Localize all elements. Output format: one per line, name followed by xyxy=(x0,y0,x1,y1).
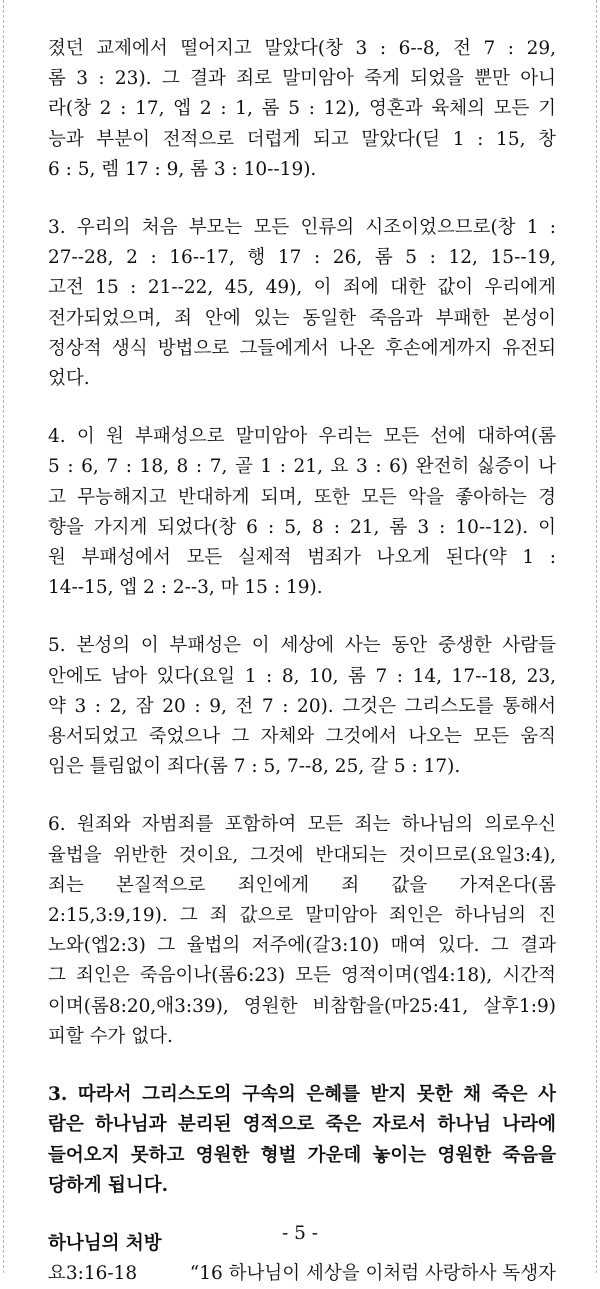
text-line: 고 무능해지고 반대하게 되며, 또한 모든 악을 좋아하는 경 xyxy=(48,486,556,508)
text-line: 당하게 됩니다. xyxy=(48,1174,169,1196)
text-line: 롬 3 : 23). 그 결과 죄로 말미암아 죽게 되었을 뿐만 아니 xyxy=(48,68,556,90)
text-line: 율법을 위반한 것이요, 그것에 반대되는 것이므로(요일3:4), xyxy=(48,844,556,866)
paragraph-point-3 xyxy=(48,213,556,394)
text-line: 노와(엡2:3) 그 율법의 저주에(갈3:10) 매여 있다. 그 결과 xyxy=(48,935,556,957)
page-body xyxy=(48,34,556,1289)
verse-text: “16 하나님이 세상을 이처럼 사랑하사 독생자 xyxy=(189,1263,556,1285)
text-line: 죄는 본질적으로 죄인에게 죄 값을 가져온다(롬 xyxy=(48,874,556,896)
left-dashed-border xyxy=(3,0,4,1273)
text-line: 피할 수가 없다. xyxy=(48,1025,173,1047)
text-line: 들어오지 못하고 영원한 형벌 가운데 놓이는 영원한 죽음을 xyxy=(48,1144,556,1166)
text-line: 4. 이 원 부패성으로 말미암아 우리는 모든 선에 대하여(롬 xyxy=(48,426,556,448)
right-dashed-border xyxy=(596,0,597,1273)
page-number: - 5 - xyxy=(281,1223,319,1244)
text-line: 5 : 6, 7 : 18, 8 : 7, 골 1 : 21, 요 3 : 6) 완전히 싫증이 나 xyxy=(48,456,556,478)
text-line: 졌던 교제에서 떨어지고 말았다(창 3 : 6--8, 전 7 : 29, xyxy=(48,38,556,59)
text-line: 약 3 : 2, 잠 20 : 9, 전 7 : 20). 그것은 그리스도를 통해서 xyxy=(48,695,556,717)
paragraph-conclusion xyxy=(48,1080,556,1201)
text-line: 임은 틀림없이 죄다(롬 7 : 5, 7--8, 25, 갈 5 : 17). xyxy=(48,756,461,778)
text-line: 전가되었으며, 죄 안에 있는 동일한 죽음과 부패한 본성이 xyxy=(48,307,556,329)
text-line: 라(창 2 : 17, 엡 2 : 1, 롬 5 : 12), 영혼과 육체의 모든 기 xyxy=(48,98,556,120)
text-line: 6. 원죄와 자범죄를 포함하여 모든 죄는 하나님의 의로우신 xyxy=(48,814,556,836)
verse-line xyxy=(48,1259,556,1289)
section-heading: 하나님의 처방 xyxy=(48,1232,162,1254)
text-line: 3. 우리의 처음 부모는 모든 인류의 시조이었으므로(창 1 : xyxy=(48,217,556,239)
text-line: 이며(롬8:20,애3:39), 영원한 비참함을(마25:41, 살후1:9) xyxy=(48,995,556,1017)
text-line: 었다. xyxy=(48,368,90,390)
text-line: 용서되었고 죽었으나 그 자체와 그것에서 나오는 모든 움직 xyxy=(48,726,556,748)
paragraph-point-6 xyxy=(48,810,556,1052)
text-line: 2:15,3:9,19). 그 죄 값으로 말미암아 죄인은 하나님의 진 xyxy=(48,905,556,927)
verse-reference: 요3:16-18 xyxy=(48,1263,138,1285)
text-line: 원 부패성에서 모든 실제적 범죄가 나오게 된다(약 1 : xyxy=(48,547,556,569)
paragraph-point-5 xyxy=(48,631,556,782)
text-line: 3. 따라서 그리스도의 구속의 은혜를 받지 못한 채 죽은 사 xyxy=(48,1084,556,1106)
text-line: 향을 가지게 되었다(창 6 : 5, 8 : 21, 롬 3 : 10--12). 이 xyxy=(48,516,556,538)
text-line: 정상적 생식 방법으로 그들에게서 나온 후손에게까지 유전되 xyxy=(48,337,556,359)
paragraph-point-4 xyxy=(48,422,556,603)
text-line: 6 : 5, 렘 17 : 9, 롬 3 : 10--19). xyxy=(48,158,317,180)
text-line: 능과 부분이 전적으로 더럽게 되고 말았다(딛 1 : 15, 창 xyxy=(48,128,556,150)
text-line: 고전 15 : 21--22, 45, 49), 이 죄에 대한 값이 우리에게 xyxy=(48,277,556,299)
text-line: 그 죄인은 죽음이나(롬6:23) 모든 영적이며(엡4:18), 시간적 xyxy=(48,965,556,987)
text-line: 5. 본성의 이 부패성은 이 세상에 사는 동안 중생한 사람들 xyxy=(48,635,556,657)
text-line: 27--28, 2 : 16--17, 행 17 : 26, 롬 5 : 12, 15--19, xyxy=(48,247,556,269)
paragraph-continuation xyxy=(48,34,556,185)
text-line: 안에도 남아 있다(요일 1 : 8, 10, 롬 7 : 14, 17--18, 23, xyxy=(48,665,556,687)
text-line: 람은 하나님과 분리된 영적으로 죽은 자로서 하나님 나라에 xyxy=(48,1114,556,1136)
text-line: 14--15, 엡 2 : 2--3, 마 15 : 19). xyxy=(48,577,323,599)
